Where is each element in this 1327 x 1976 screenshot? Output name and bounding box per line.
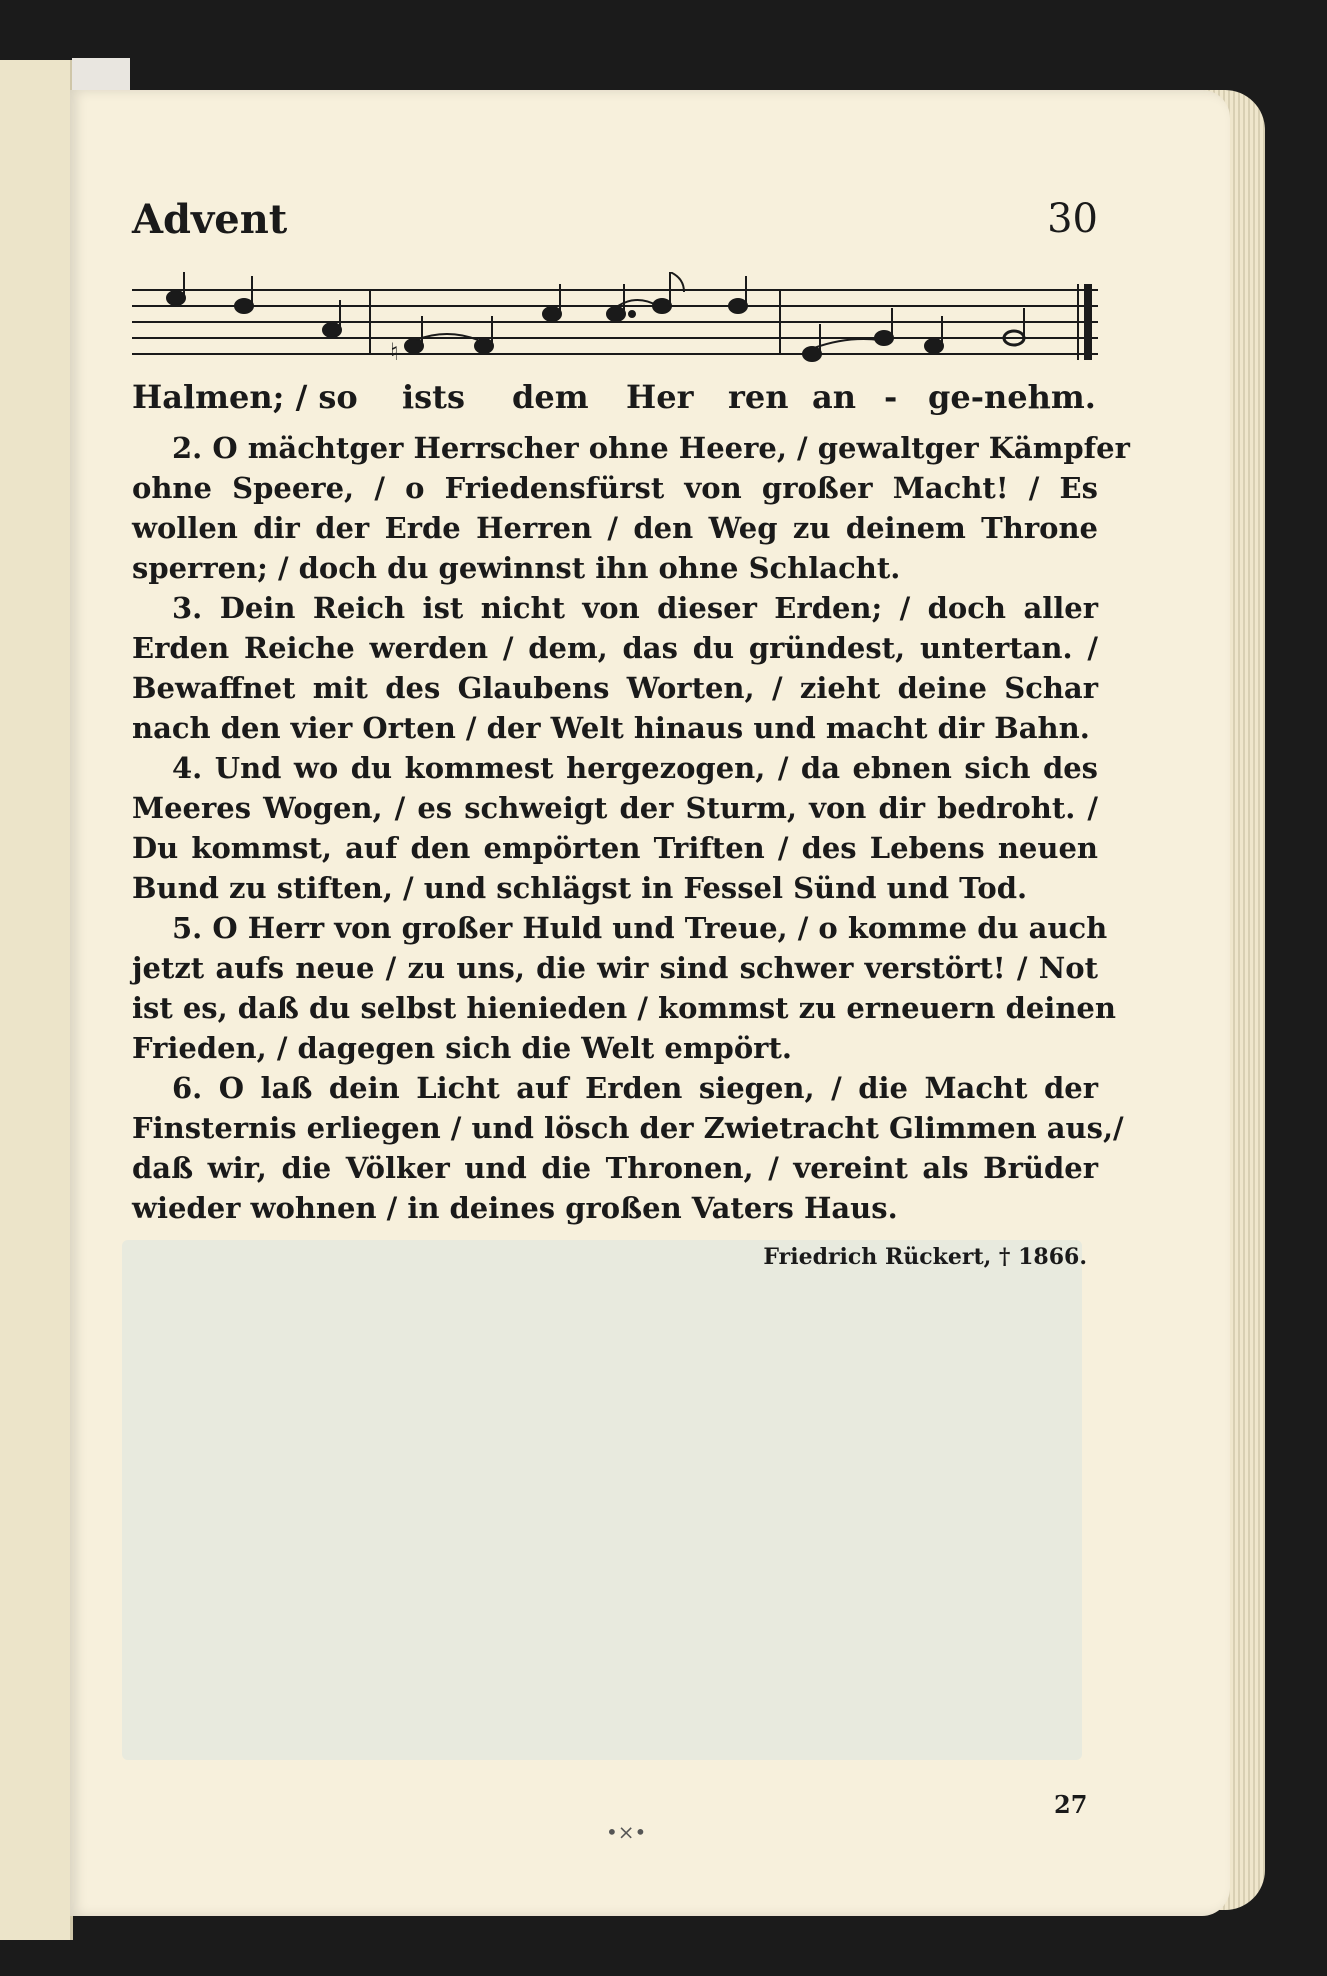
verse-line: Du kommst, auf den empörten Triften / des Lebens neuen (132, 831, 1098, 865)
lyric-syllable: ren (728, 378, 789, 416)
verse-line: Frieden, / dagegen sich die Welt empört. (132, 1031, 792, 1065)
verse (132, 428, 1130, 588)
verse-line: nach den vier Orten / der Welt hinaus und macht dir Bahn. (132, 711, 1090, 745)
page-header (132, 196, 1098, 256)
book-spine (0, 60, 73, 1940)
verse-line: Finsternis erliegen / und lösch der Zwietracht Glimmen aus,/ (132, 1111, 1124, 1145)
verse-line: jetzt aufs neue / zu uns, die wir sind schwer verstört! / Not (132, 951, 1098, 985)
verse-line: Bewaffnet mit des Glaubens Worten, / zieht deine Schar (132, 671, 1098, 705)
author-credit: Friedrich Rückert, † 1866. (763, 1244, 1087, 1270)
verse-line: 6. O laß dein Licht auf Erden siegen, / die Macht der (172, 1071, 1098, 1105)
lyric-syllable: - (884, 378, 898, 416)
lyric-syllable: Halmen; / so (132, 378, 358, 416)
lyric-syllable: ists (402, 378, 465, 416)
hymn-number: 30 (1047, 196, 1098, 242)
lyric-syllable: dem (512, 378, 589, 416)
verse-line: wollen dir der Erde Herren / den Weg zu deinem Throne (132, 511, 1098, 545)
verse-line: 4. Und wo du kommest hergezogen, / da ebnen sich des (172, 751, 1098, 785)
ornament: •×• (606, 1820, 647, 1844)
verse-line: 5. O Herr von großer Huld und Treue, / o komme du auch (172, 911, 1108, 945)
section-title: Advent (132, 196, 288, 243)
verse (132, 908, 1116, 1068)
lyric-syllable: an (812, 378, 856, 416)
lyric-syllable: ge-nehm. (928, 378, 1096, 416)
staff-lines (132, 290, 1098, 354)
verse-line: Meeres Wogen, / es schweigt der Sturm, von dir bedroht. / (132, 791, 1098, 825)
folio-number: 27 (1054, 1790, 1088, 1819)
verses (132, 428, 1130, 1228)
lyrics-line (132, 378, 1098, 424)
verse-line: 2. O mächtger Herrscher ohne Heere, / gewaltger Kämpfer (172, 431, 1130, 465)
verse (132, 588, 1098, 748)
verse-line: sperren; / doch du gewinnst ihn ohne Schlacht. (132, 551, 901, 585)
music-staff (132, 272, 1098, 372)
verse (132, 1068, 1124, 1228)
verse-line: wieder wohnen / in deines großen Vaters Haus. (132, 1191, 898, 1225)
verse-line: Bund zu stiften, / und schlägst in Fessel Sünd und Tod. (132, 871, 1028, 905)
verse-line: daß wir, die Völker und die Thronen, / vereint als Brüder (132, 1151, 1098, 1185)
verse-line: Erden Reiche werden / dem, das du gründest, untertan. / (132, 631, 1098, 665)
lyric-syllable: Her (626, 378, 694, 416)
verse-line: 3. Dein Reich ist nicht von dieser Erden; / doch aller (172, 591, 1098, 625)
background-illustration (122, 1240, 1082, 1760)
notes (167, 272, 1024, 366)
verse-line: ohne Speere, / o Friedensfürst von großer Macht! / Es (132, 471, 1098, 505)
svg-text:♮: ♮ (390, 338, 399, 366)
verse-line: ist es, daß du selbst hienieden / kommst zu erneuern deinen (132, 991, 1116, 1025)
verse (132, 748, 1098, 908)
